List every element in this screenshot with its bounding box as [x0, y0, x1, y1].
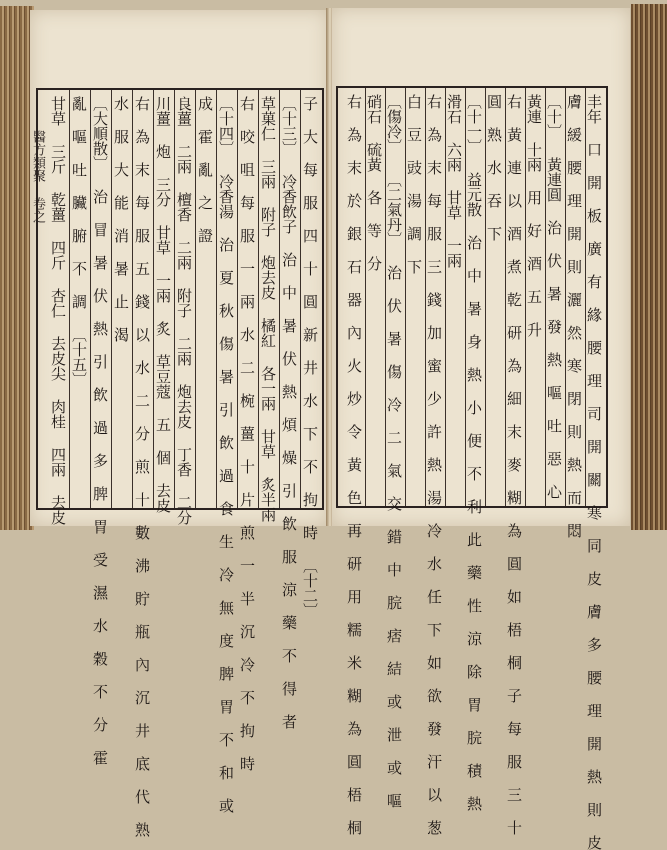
left-page — [30, 10, 328, 837]
left-col-2: 〔十三〕 冷香飲子 治 中 暑 伏 熱 煩 燥 引 飲 服 涼 藥 不 得 者 — [280, 96, 298, 729]
right-col-2: 膚 緩 腰 理 開 則 灑 然 寒 閉 則 熱 而 悶 — [565, 94, 583, 538]
column-rule — [90, 90, 91, 508]
column-rule — [565, 88, 566, 506]
margin-book-title: 醫方類聚 卷之 — [30, 130, 45, 223]
left-col-9: 右 為 末 每 服 五 錢 以 水 二 分 煎 十 數 沸 貯 瓶 內 沉 井 底 代 熟 — [133, 96, 151, 837]
column-rule — [385, 88, 386, 506]
column-rule — [237, 90, 238, 508]
column-rule — [111, 90, 112, 508]
column-rule — [279, 90, 280, 508]
column-rule — [485, 88, 486, 506]
right-col-8: 滑石 六兩 甘草 一兩 — [445, 94, 463, 268]
right-col-1: 丰年 口 開 板 廣 有 緣 腰 理 司 開 關 寒 同 皮 膚 多 腰 理 開 熱 則 皮 — [585, 94, 603, 850]
column-rule — [525, 88, 526, 506]
column-rule — [174, 90, 175, 508]
column-rule — [69, 90, 70, 508]
left-col-1: 子 大 每 服 四 十 圓 新 井 水 下 不 拘 時 〔十二〕 — [301, 96, 319, 618]
right-page — [332, 8, 630, 850]
column-rule — [465, 88, 466, 506]
left-col-7: 良薑 二兩 檀香 二兩 附子 二兩 炮去皮 丁香 二分 — [175, 96, 193, 525]
right-text-frame — [336, 86, 608, 850]
column-rule — [585, 88, 586, 506]
left-col-3: 草菓仁 三兩 附子 炮去皮 橘紅 各一兩 甘草 炙半兩 — [259, 96, 277, 522]
page-stack-left — [0, 6, 34, 530]
column-rule — [405, 88, 406, 506]
right-col-7: 〔十一〕 益元散 治 中 暑 身 熱 小 便 不 利 此 藥 性 涼 除 胃 脘 積 熱 — [465, 94, 483, 811]
right-col-6: 圓 熟 水 吞 下 — [485, 94, 503, 241]
left-col-10: 水 服 大 能 消 暑 止 渴 — [112, 96, 130, 342]
right-col-10: 白 豆 豉 湯 調 下 — [405, 94, 423, 274]
left-col-13: 甘草 三斤 乾薑 四斤 杏仁 去皮尖 肉桂 四兩 去皮 — [49, 96, 67, 525]
column-rule — [545, 88, 546, 506]
column-rule — [365, 88, 366, 506]
column-rule — [258, 90, 259, 508]
left-col-8: 川薑 炮 三分 甘草 一兩 炙 草豆蔻 五 個 去皮 — [154, 96, 172, 513]
left-col-4: 右 咬 咀 每 服 一 兩 水 二 椀 薑 十 片 煎 一 半 沉 冷 不 拘 時 — [238, 96, 256, 771]
left-col-6: 成 霍 亂 之 證 — [196, 96, 214, 243]
left-col-12: 亂 嘔 吐 臟 腑 不 調 〔十五〕 — [70, 96, 88, 387]
left-col-11: 〔大順散〕 治 冒 暑 伏 熱 引 飲 過 多 脾 胃 受 濕 水 穀 不 分 霍 — [91, 96, 109, 765]
right-col-13: 右 為 末 於 銀 石 器 內 火 炒 令 黃 色 再 研 用 糯 米 糊 為 圓 梧 桐 — [345, 94, 363, 835]
right-col-3: 〔十〕 黃連圓 治 伏 暑 發 熱 嘔 吐 惡 心 — [545, 94, 563, 499]
right-col-12: 硝石 硫黃 各 等 分 — [365, 94, 383, 271]
column-rule — [216, 90, 217, 508]
column-rule — [300, 90, 301, 508]
right-col-9: 右 為 末 每 服 三 錢 加 蜜 少 許 熱 湯 冷 水 任 下 如 欲 發 汗 以 葱 — [425, 94, 443, 835]
right-col-11: 〔傷冷〕 〔二氣丹〕 治 伏 暑 傷 冷 二 氣 交 錯 中 脘 痞 結 或 泄 或 嘔 — [385, 94, 403, 808]
right-col-5: 右 黃 連 以 酒 煮 乾 研 為 細 末 麥 糊 為 圓 如 梧 桐 子 每 服 三 十 — [505, 94, 523, 835]
page-stack-right — [631, 4, 667, 530]
left-col-5: 〔十四〕 冷香湯 治 夏 秋 傷 暑 引 飲 過 食 生 冷 無 度 脾 胃 不 和 或 — [217, 96, 235, 813]
column-rule — [153, 90, 154, 508]
column-rule — [132, 90, 133, 508]
column-rule — [505, 88, 506, 506]
column-rule — [445, 88, 446, 506]
column-rule — [425, 88, 426, 506]
right-col-4: 黃連 十兩 用 好 酒 五 升 — [525, 94, 543, 337]
column-rule — [195, 90, 196, 508]
left-text-frame — [36, 88, 324, 837]
